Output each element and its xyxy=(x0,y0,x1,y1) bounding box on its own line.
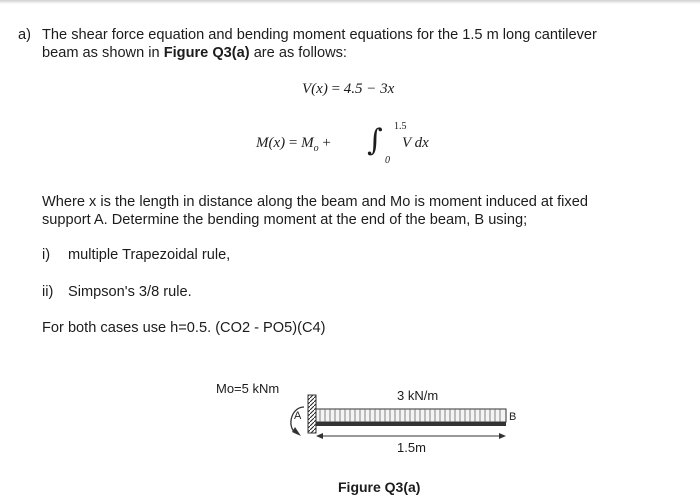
moment-lhs-group xyxy=(256,135,331,154)
beam xyxy=(316,422,506,426)
load-label: 3 kN/m xyxy=(397,388,439,403)
intro-suffix: are as follows: xyxy=(249,45,347,61)
figure-caption: Figure Q3(a) xyxy=(338,479,421,495)
dimension-arrow-left xyxy=(316,433,323,439)
moment-m-subscript: o xyxy=(313,143,319,154)
part-label: a) xyxy=(18,27,31,43)
task-1-text: multiple Trapezoidal rule, xyxy=(68,247,231,263)
task-1-label: i) xyxy=(42,247,51,263)
shear-lhs: V(x) xyxy=(302,81,328,97)
top-edge-shadow xyxy=(0,0,700,4)
support-label: A xyxy=(294,410,302,422)
fixed-support-wall xyxy=(308,395,316,433)
moment-m-symbol: M xyxy=(301,135,314,151)
moment-plus: + xyxy=(322,135,331,151)
instruction-line: For both cases use h=0.5. (CO2 - PO5)(C4) xyxy=(42,320,326,336)
shear-equation xyxy=(302,81,394,98)
integral-lower-limit: 0 xyxy=(385,155,390,166)
figure-reference: Figure Q3(a) xyxy=(163,45,250,61)
moment-label: Mo=5 kNm xyxy=(216,381,280,396)
intro-line-1: The shear force equation and bending moment equations for the 1.5 m long cantilever xyxy=(42,27,597,43)
intro-line-2 xyxy=(42,44,347,62)
explanation-line-1: Where x is the length in distance along the beam and Mo is moment induced at fixed xyxy=(42,194,588,210)
end-label: B xyxy=(509,411,517,423)
moment-lhs: M(x) xyxy=(256,135,286,151)
intro-prefix: beam as shown in xyxy=(42,45,164,61)
integral-upper-limit: 1.5 xyxy=(394,121,407,132)
task-2-label: ii) xyxy=(42,284,54,300)
integrand: V dx xyxy=(402,135,429,151)
moment-arrowhead xyxy=(292,427,301,436)
task-2-text: Simpson's 3/8 rule. xyxy=(68,284,192,300)
shear-equals: = xyxy=(331,81,341,97)
shear-rhs: 4.5 − 3x xyxy=(343,81,395,97)
dimension-arrow-right xyxy=(499,433,506,439)
explanation-line-2: support A. Determine the bending moment at the end of the beam, B using; xyxy=(42,212,528,228)
moment-equals: = xyxy=(288,135,298,151)
integral-sign: ∫ xyxy=(367,123,383,158)
length-label: 1.5m xyxy=(397,440,426,455)
distributed-load xyxy=(316,409,506,422)
